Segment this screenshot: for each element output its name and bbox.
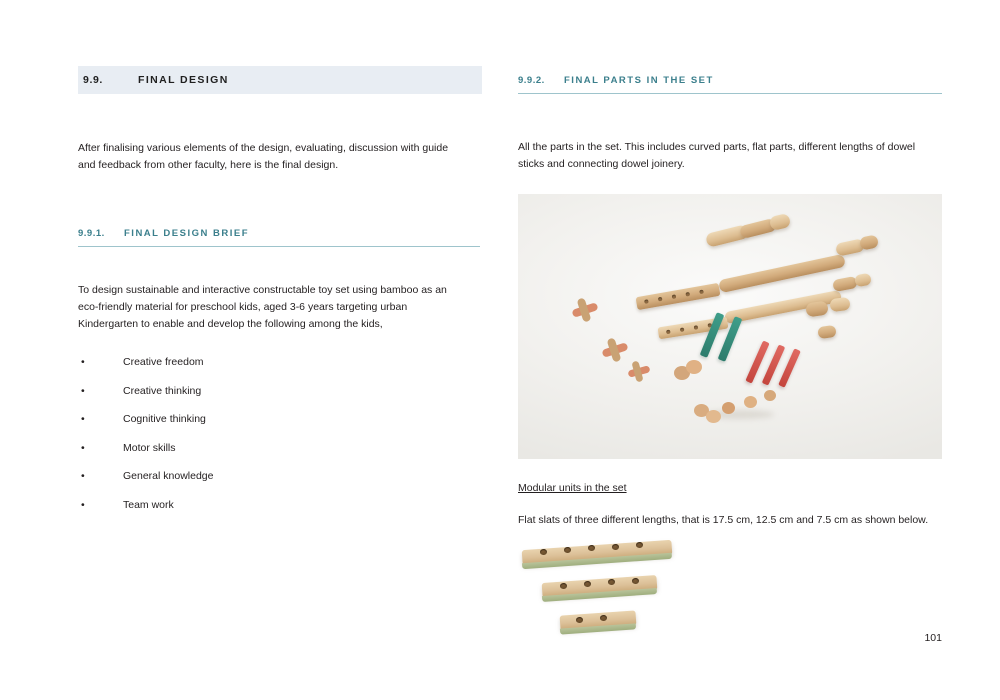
bullet-marker: •: [81, 413, 85, 425]
bullet-marker: •: [81, 470, 85, 482]
list-item-label: General knowledge: [123, 470, 214, 482]
page-number: 101: [924, 632, 942, 644]
list-item: [78, 354, 482, 371]
heading-number: 9.9.: [83, 74, 103, 86]
figure-flat-slats-photo: [518, 537, 942, 645]
intro-paragraph: After finalising various elements of the design, evaluating, discussion with guide and feedback from other faculty, here is the final design.: [78, 142, 449, 171]
list-item-label: Creative freedom: [123, 356, 204, 368]
list-item-label: Creative thinking: [123, 384, 202, 397]
figure-caption-modular-units: Modular units in the set: [518, 482, 627, 494]
slats-paragraph: Flat slats of three different lengths, that is 17.5 cm, 12.5 cm and 7.5 cm as shown below.: [518, 514, 929, 526]
bullet-marker: •: [81, 356, 85, 368]
list-item-label: Cognitive thinking: [123, 413, 206, 425]
left-column: [78, 66, 482, 525]
list-item: [78, 497, 482, 514]
subheading-title: FINAL DESIGN BRIEF: [124, 228, 249, 239]
heading-title: FINAL DESIGN: [138, 74, 229, 86]
bullet-marker: •: [81, 498, 85, 511]
subsection-heading-final-design-brief: [78, 228, 480, 247]
list-item: [78, 411, 482, 428]
subheading-number: 9.9.1.: [78, 228, 105, 239]
list-item: [78, 383, 482, 400]
figure-final-parts-photo: [518, 194, 942, 459]
parts-paragraph: All the parts in the set. This includes curved parts, flat parts, different lengths of dowel sticks and connecting dowel joinery.: [518, 141, 916, 170]
bullet-marker: •: [81, 441, 85, 454]
subsection-heading-final-parts: [518, 75, 942, 94]
section-heading-final-design: [78, 66, 482, 94]
list-item: [78, 440, 482, 457]
design-brief-paragraph: To design sustainable and interactive constructable toy set using bamboo as an eco-friendly material for preschool kids, aged 3-6 years targeting urban Kindergarten to enable and develop the following among the kids,: [78, 284, 447, 330]
design-goals-list: [78, 354, 482, 514]
subheading-number: 9.9.2.: [518, 75, 545, 86]
list-item-label: Team work: [123, 498, 174, 511]
right-column: [518, 66, 942, 645]
bullet-marker: •: [81, 384, 85, 397]
list-item-label: Motor skills: [123, 441, 176, 454]
list-item: [78, 468, 482, 485]
subheading-title: FINAL PARTS IN THE SET: [564, 75, 714, 86]
